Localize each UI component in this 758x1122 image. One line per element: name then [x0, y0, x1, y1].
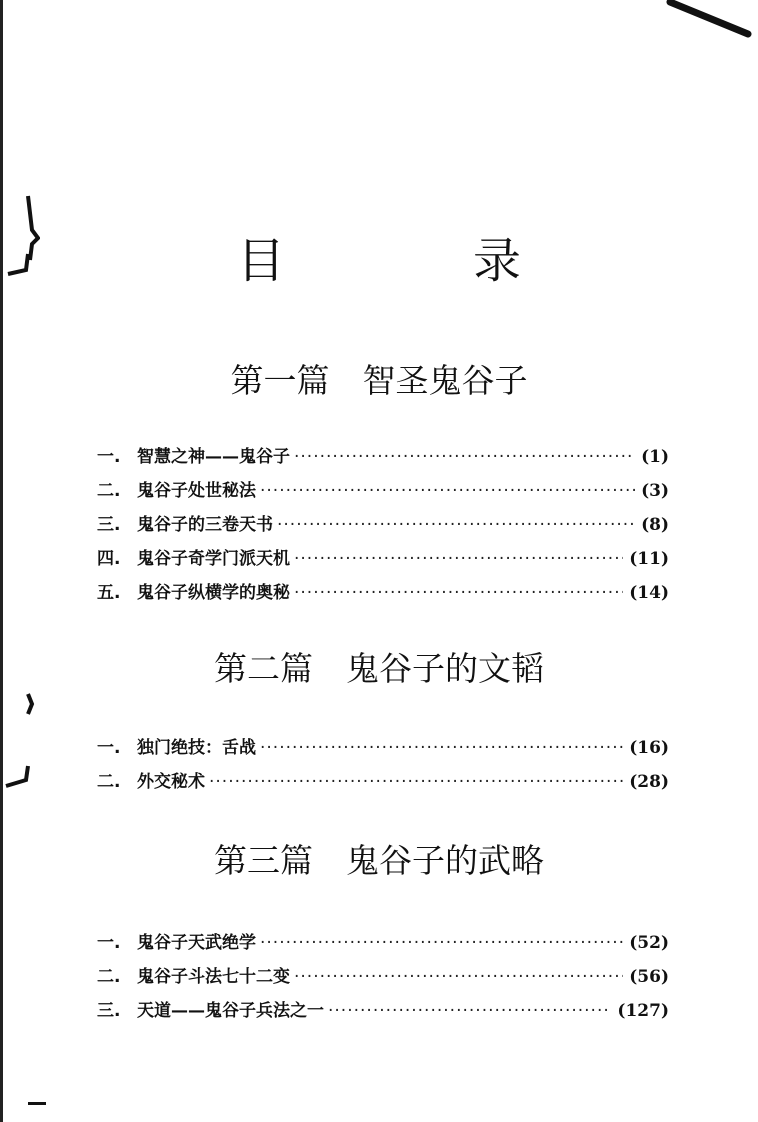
entry-title: 天道——鬼谷子兵法之一 — [137, 1001, 324, 1021]
entry-page: (28) — [629, 772, 669, 792]
dot-leader — [277, 515, 635, 535]
part-1-title: 第一篇 智圣鬼谷子 — [230, 361, 528, 400]
entry-number: 四. — [97, 549, 121, 569]
toc-entry[interactable] — [97, 510, 669, 544]
part-2-toc — [97, 733, 669, 801]
entry-number: 二. — [97, 967, 121, 987]
dot-leader — [294, 447, 635, 467]
entry-page: (56) — [629, 967, 669, 987]
scan-corner-mark — [660, 0, 758, 60]
dot-leader — [294, 583, 623, 603]
toc-entry[interactable] — [97, 928, 669, 962]
part-3-title: 第三篇 鬼谷子的武略 — [214, 841, 544, 880]
toc-entry[interactable] — [97, 767, 669, 801]
toc-entry[interactable] — [97, 996, 669, 1030]
entry-number: 一. — [97, 447, 121, 467]
dot-leader — [328, 1001, 611, 1021]
entry-number: 一. — [97, 933, 121, 953]
scan-dash — [28, 1102, 46, 1105]
entry-title: 独门绝技：舌战 — [137, 738, 256, 758]
entry-page: (11) — [629, 549, 669, 569]
dot-leader — [260, 481, 635, 501]
entry-title: 鬼谷子斗法七十二变 — [137, 967, 290, 987]
part-1-toc — [97, 442, 669, 612]
entry-title: 外交秘术 — [137, 772, 205, 792]
scan-left-edge — [0, 0, 3, 1122]
entry-page: (16) — [629, 738, 669, 758]
entry-number: 三. — [97, 1001, 121, 1021]
dot-leader — [209, 772, 623, 792]
entry-page: (14) — [629, 583, 669, 603]
entry-page: (3) — [641, 481, 669, 501]
binding-mark-lower — [0, 690, 40, 800]
entry-page: (127) — [617, 1001, 669, 1021]
dot-leader — [260, 738, 623, 758]
entry-page: (1) — [641, 447, 669, 467]
entry-title: 鬼谷子纵横学的奥秘 — [137, 583, 290, 603]
entry-number: 五. — [97, 583, 121, 603]
toc-entry[interactable] — [97, 476, 669, 510]
part-2-title: 第二篇 鬼谷子的文韬 — [214, 649, 544, 688]
entry-title: 智慧之神——鬼谷子 — [137, 447, 290, 467]
page-title: 目 录 — [236, 233, 591, 289]
entry-title: 鬼谷子奇学门派天机 — [137, 549, 290, 569]
toc-entry[interactable] — [97, 442, 669, 476]
entry-page: (52) — [629, 933, 669, 953]
entry-number: 二. — [97, 772, 121, 792]
toc-entry[interactable] — [97, 962, 669, 996]
dot-leader — [260, 933, 623, 953]
toc-entry[interactable] — [97, 733, 669, 767]
toc-entry[interactable] — [97, 578, 669, 612]
entry-title: 鬼谷子处世秘法 — [137, 481, 256, 501]
entry-number: 三. — [97, 515, 121, 535]
entry-number: 二. — [97, 481, 121, 501]
entry-title: 鬼谷子天武绝学 — [137, 933, 256, 953]
toc-entry[interactable] — [97, 544, 669, 578]
dot-leader — [294, 967, 623, 987]
entry-page: (8) — [641, 515, 669, 535]
dot-leader — [294, 549, 623, 569]
part-3-toc — [97, 928, 669, 1030]
entry-number: 一. — [97, 738, 121, 758]
entry-title: 鬼谷子的三卷天书 — [137, 515, 273, 535]
